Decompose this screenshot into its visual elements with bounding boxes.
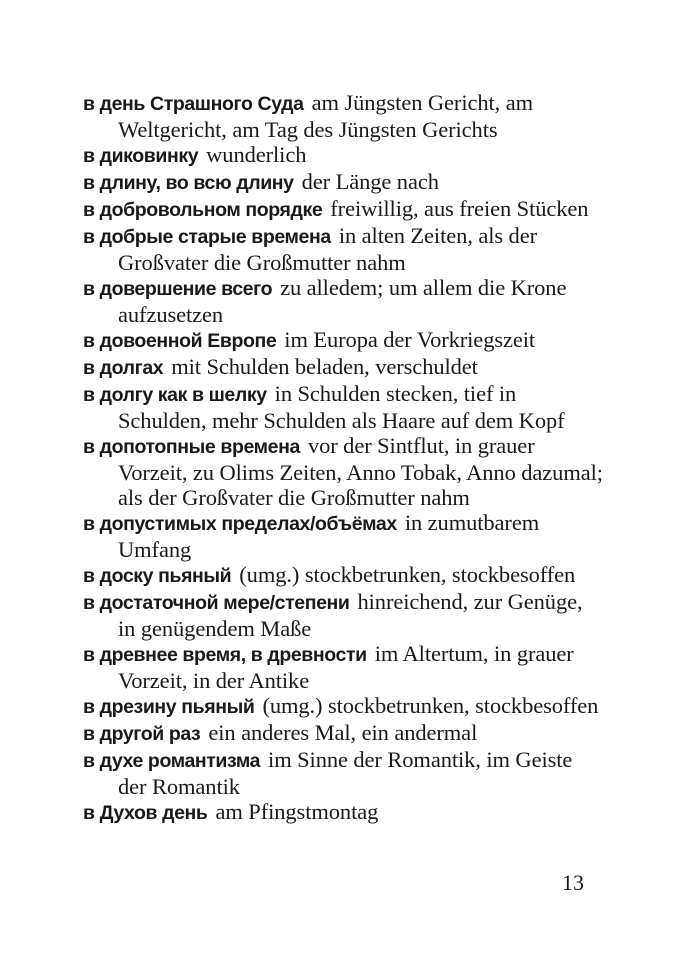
entry (83, 641, 603, 693)
entry-translation: in zumutbarem Umfang (118, 510, 540, 562)
entry-term: в дрезину пьяный (83, 696, 255, 718)
entry-translation: freiwillig, aus freien Stücken (330, 196, 589, 221)
entry-term: в диковинку (83, 145, 199, 167)
entry-translation: zu alledem; um allem die Krone aufzusetzen (118, 275, 567, 327)
entry-term: в доску пьяный (83, 565, 232, 587)
entry-translation: in alten Zeiten, als der Großvater die Großmutter nahm (118, 223, 537, 275)
entry-list (83, 90, 603, 826)
entry-translation: am Jüngsten Gericht, am Weltgericht, am Tag des Jüngsten Gerichts (118, 90, 534, 142)
entry-term: в допотопные времена (83, 436, 300, 458)
entry-term: в достаточной мере/степени (83, 592, 350, 614)
entry-term: в добровольном порядке (83, 199, 323, 221)
entry (83, 196, 603, 223)
entry-translation: in Schulden stecken, tief in Schulden, mehr Schulden als Haare auf dem Kopf (118, 381, 565, 433)
entry (83, 562, 603, 589)
entry-translation: im Sinne der Romantik, im Geiste der Romantik (118, 747, 573, 799)
entry (83, 381, 603, 433)
entry-term: в день Страшного Суда (83, 93, 304, 115)
entry-translation: ein anderes Mal, ein andermal (208, 720, 478, 745)
entry-translation: vor der Sintflut, in grauer Vorzeit, zu Olims Zeiten, Anno Tobak, Anno dazumal; als der Großvater die Großmutter nahm (118, 433, 603, 510)
entry-term: в долгу как в шелку (83, 384, 267, 406)
entry (83, 169, 603, 196)
entry-translation: der Länge nach (301, 169, 439, 194)
entry-translation: hinreichend, zur Genüge, in genügendem Maße (118, 589, 583, 641)
entry-term: в долгах (83, 357, 164, 379)
entry-translation: im Altertum, in grauer Vorzeit, in der Antike (118, 641, 574, 693)
entry (83, 354, 603, 381)
entry-term: в довоенной Европе (83, 330, 277, 352)
entry (83, 275, 603, 327)
entry-translation: mit Schulden beladen, verschuldet (171, 354, 478, 379)
entry-translation: (umg.) stockbetrunken, stockbesoffen (239, 562, 576, 587)
entry (83, 90, 603, 142)
entry (83, 799, 603, 826)
entry-translation: (umg.) stockbetrunken, stockbesoffen (262, 693, 599, 718)
entry-term: в допустимых пределах/объёмах (83, 513, 397, 535)
entry (83, 589, 603, 641)
entry-term: в древнее время, в древности (83, 644, 367, 666)
entry-term: в длину, во всю длину (83, 172, 294, 194)
entry-translation: im Europa der Vorkriegszeit (284, 327, 536, 352)
entry-term: в добрые старые времена (83, 226, 331, 248)
entry (83, 223, 603, 275)
entry (83, 720, 603, 747)
entry (83, 142, 603, 169)
entry (83, 747, 603, 799)
entry-term: в другой раз (83, 723, 201, 745)
entry (83, 433, 603, 510)
entry-translation: am Pfingstmontag (215, 799, 379, 824)
entry-term: в духе романтизма (83, 750, 261, 772)
entry (83, 510, 603, 562)
entry-term: в Духов день (83, 802, 208, 824)
entry (83, 327, 603, 354)
entry-translation: wunderlich (206, 142, 307, 167)
page-number: 13 (562, 870, 584, 895)
entry-term: в довершение всего (83, 278, 273, 300)
entry (83, 693, 603, 720)
